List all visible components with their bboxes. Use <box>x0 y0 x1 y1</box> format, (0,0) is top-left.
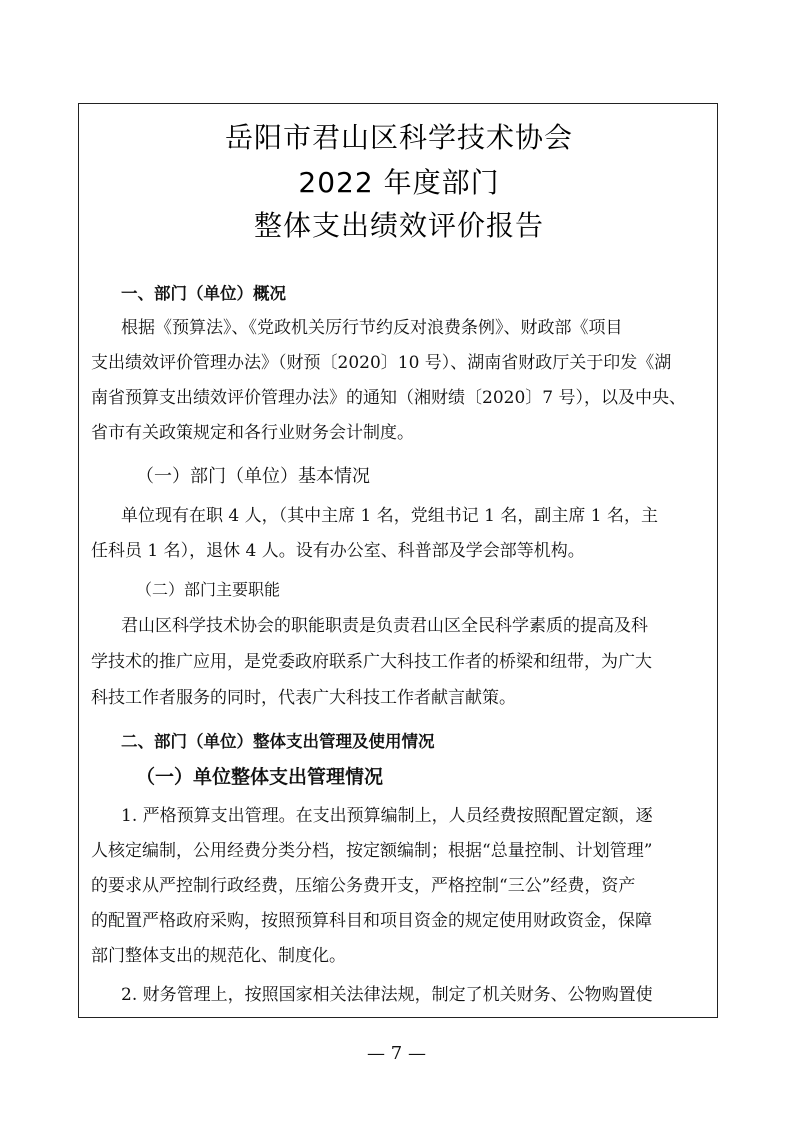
paragraph-line: 1. 严格预算支出管理。在支出预算编制上，人员经费按照配置定额，逐 <box>121 806 653 826</box>
document-frame <box>78 103 718 1018</box>
paragraph-line: 省市有关政策规定和各行业财务会计制度。 <box>91 423 414 443</box>
title-line-3: 整体支出绩效评价报告 <box>253 209 544 242</box>
paragraph-line: 支出绩效评价管理办法》（财预〔2020〕10 号）、湖南省财政厅关于印发《湖 <box>91 353 672 373</box>
title-line-2: 2022 年度部门 <box>298 166 500 199</box>
title-line-1: 岳阳市君山区科学技术协会 <box>224 121 573 154</box>
paragraph-line: 根据《预算法》、《党政机关厉行节约反对浪费条例》、财政部《项目 <box>121 318 623 338</box>
paragraph-line: 科技工作者服务的同时，代表广大科技工作者献言献策。 <box>91 688 516 708</box>
page-number: — 7 — <box>367 1043 426 1064</box>
subsection-2-heading: （二）部门主要职能 <box>136 580 281 599</box>
paragraph-line: 君山区科学技术协会的职能职责是负责君山区全民科学素质的提高及科 <box>121 616 648 636</box>
paragraph-line: 单位现有在职 4 人，（其中主席 1 名，党组书记 1 名，副主席 1 名，主 <box>121 506 658 526</box>
section-2-heading: 二、部门（单位）整体支出管理及使用情况 <box>121 732 435 751</box>
paragraph-line: 的要求从严控制行政经费，压缩公务费开支，严格控制“三公”经费，资产 <box>91 876 636 896</box>
paragraph-line: 的配置严格政府采购，按照预算科目和项目资金的规定使用财政资金，保障 <box>91 911 652 931</box>
paragraph-line: 南省预算支出绩效评价管理办法》的通知（湘财绩〔2020〕7 号），以及中央、 <box>91 388 686 408</box>
paragraph-line: 任科员 1 名），退休 4 人。设有办公室、科普部及学会部等机构。 <box>91 541 585 561</box>
subsection-1-heading: （一）部门（单位）基本情况 <box>136 466 370 487</box>
section-1-heading: 一、部门（单位）概况 <box>121 284 286 303</box>
paragraph-line: 2. 财务管理上，按照国家相关法律法规，制定了机关财务、公物购置使 <box>121 985 653 1005</box>
paragraph-line: 学技术的推广应用，是党委政府联系广大科技工作者的桥梁和纽带，为广大 <box>91 652 652 672</box>
paragraph-line: 部门整体支出的规范化、制度化。 <box>91 946 346 966</box>
section-2-subsection-1-heading: （一）单位整体支出管理情况 <box>136 766 384 788</box>
paragraph-line: 人核定编制，公用经费分类分档，按定额编制；根据“总量控制、计划管理” <box>91 841 653 861</box>
